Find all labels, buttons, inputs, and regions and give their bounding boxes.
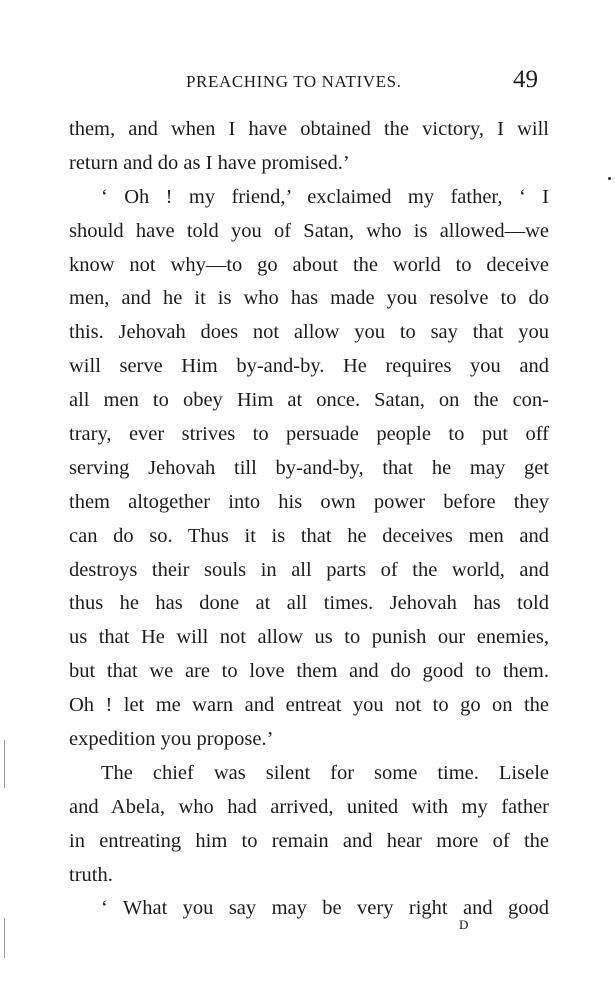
text-line: return and do as I have promised.’ (69, 151, 350, 174)
text-line: men, and he it is who has made you resolve to do (69, 287, 549, 310)
print-speck (608, 177, 611, 180)
text-line: but that we are to love them and do good to them. (69, 660, 549, 683)
text-line: in entreating him to remain and hear more of the (69, 829, 549, 852)
text-line: serving Jehovah till by-and-by, that he may get (69, 456, 549, 479)
text-line: trary, ever strives to persuade people to put off (69, 423, 549, 446)
text-line: should have told you of Satan, who is allowed—we (69, 219, 549, 242)
text-line: destroys their souls in all parts of the world, and (69, 558, 549, 581)
margin-scan-mark (4, 918, 5, 958)
text-line: can do so. Thus it is that he deceives men and (69, 524, 549, 547)
text-line: ‘ What you say may be very right and good (101, 897, 549, 920)
text-line: know not why—to go about the world to deceive (69, 253, 549, 276)
text-line: will serve Him by-and-by. He requires you and (69, 355, 549, 378)
text-line: Oh ! let me warn and entreat you not to go on the (69, 694, 549, 717)
text-line: expedition you propose.’ (69, 728, 274, 751)
text-line: ‘ Oh ! my friend,’ exclaimed my father, ‘ I (101, 185, 549, 208)
text-line: them, and when I have obtained the victory, I will (69, 118, 549, 140)
page-number: 49 (513, 66, 538, 93)
running-title: PREACHING TO NATIVES. (186, 72, 402, 91)
text-line: thus he has done at all times. Jehovah has told (69, 592, 549, 615)
text-line: this. Jehovah does not allow you to say that you (69, 321, 549, 344)
text-line: truth. (69, 863, 113, 886)
text-line: us that He will not allow us to punish our enemies, (69, 626, 549, 649)
text-line: and Abela, who had arrived, united with my father (69, 795, 549, 818)
running-head (0, 66, 615, 98)
signature-mark: D (459, 917, 469, 932)
text-line: them altogether into his own power before they (69, 490, 549, 513)
text-line: The chief was silent for some time. Lisele (101, 761, 549, 784)
body-text (69, 113, 549, 926)
margin-scan-mark (4, 740, 5, 788)
text-line: all men to obey Him at once. Satan, on the con- (69, 389, 549, 412)
